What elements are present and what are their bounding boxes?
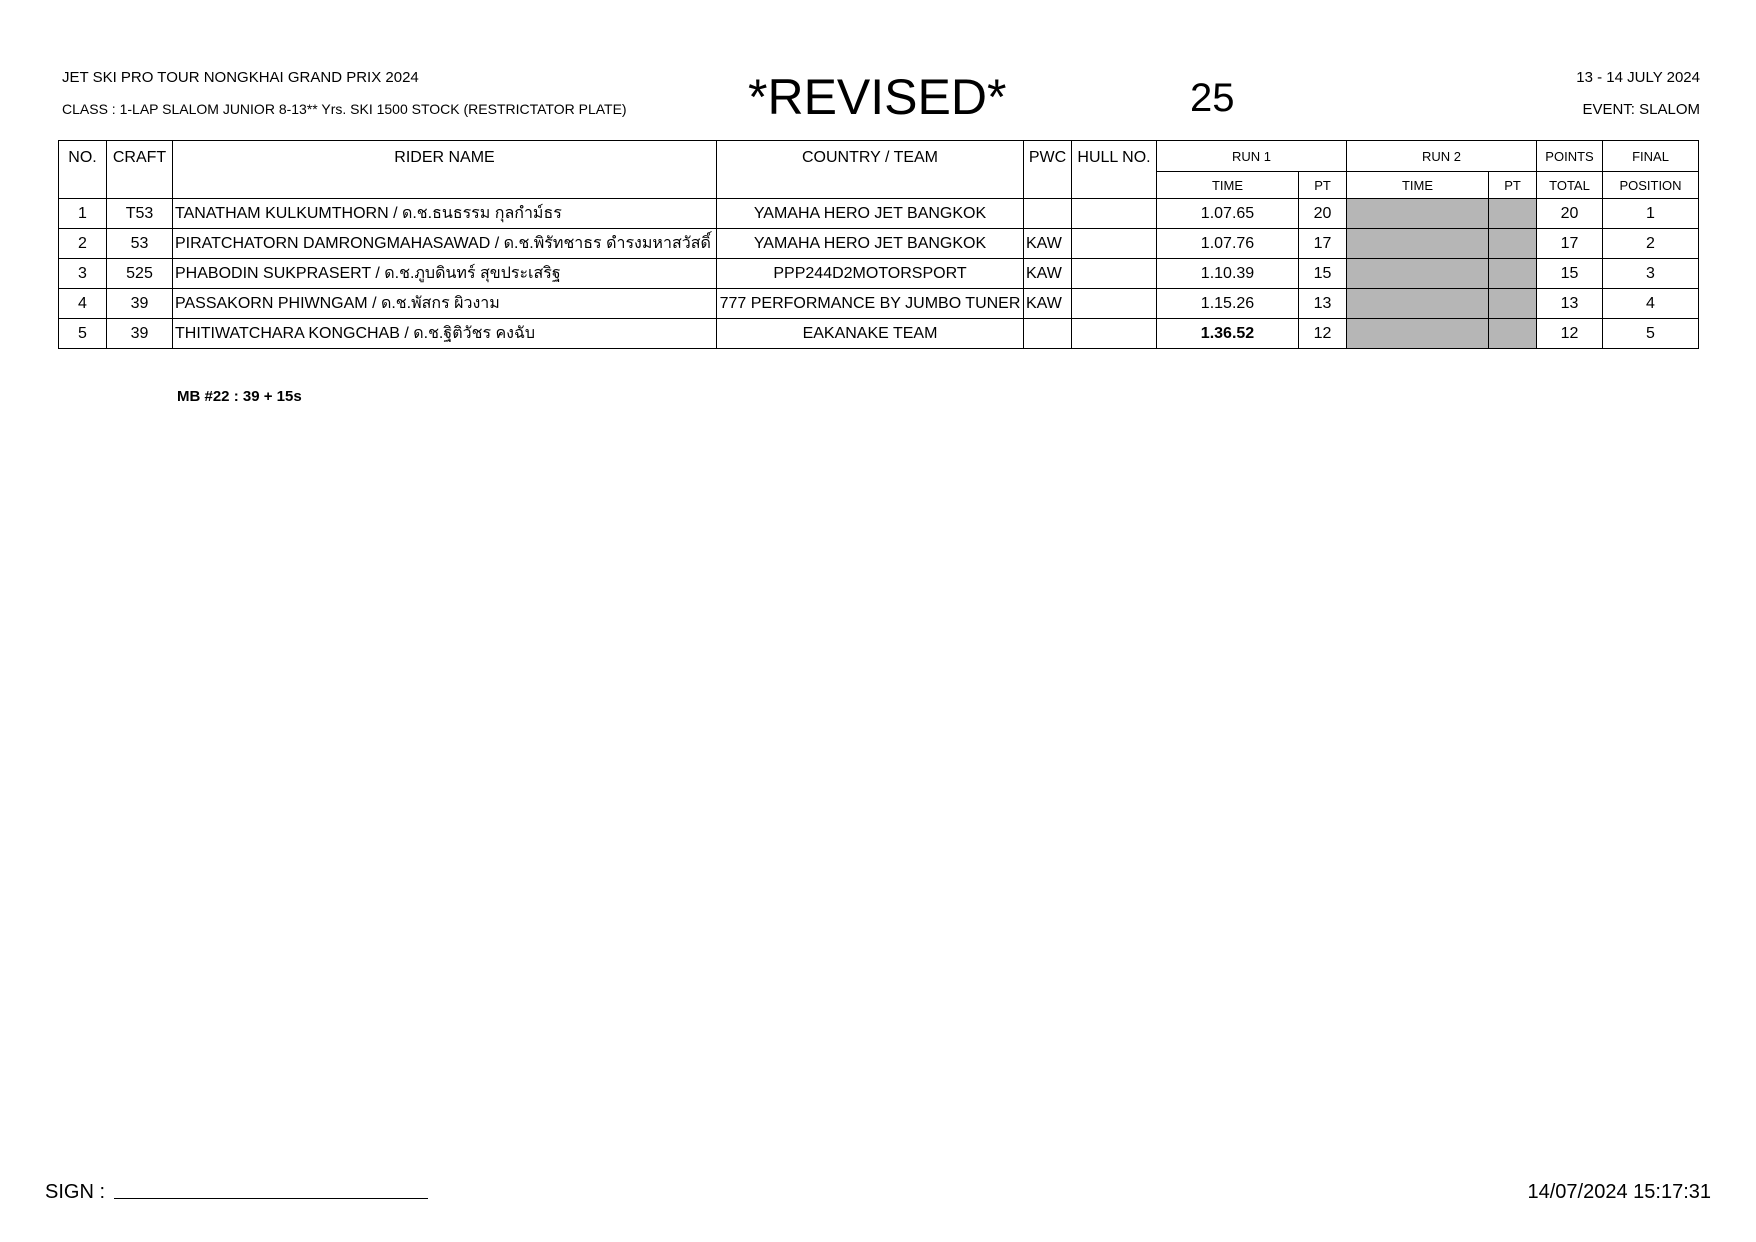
header-craft: CRAFT [107, 141, 173, 199]
cell-rider-name: PIRATCHATORN DAMRONGMAHASAWAD / ด.ช.พิรัทชาธร ดำรงมหาสวัสดิ์ [173, 229, 717, 259]
cell-no: 4 [59, 289, 107, 319]
cell-run2-time [1347, 199, 1489, 229]
table-row [59, 289, 1699, 319]
header-rider-name: RIDER NAME [173, 141, 717, 199]
signature-line [114, 1198, 428, 1199]
print-timestamp: 14/07/2024 15:17:31 [1527, 1181, 1711, 1203]
cell-run2-time [1347, 289, 1489, 319]
cell-run1-time: 1.36.52 [1157, 319, 1299, 349]
header-hull-no: HULL NO. [1072, 141, 1157, 199]
cell-position: 5 [1603, 319, 1699, 349]
cell-run1-time: 1.07.65 [1157, 199, 1299, 229]
header-points: POINTS [1537, 141, 1603, 172]
table-row [59, 229, 1699, 259]
cell-run2-pt [1489, 259, 1537, 289]
cell-position: 3 [1603, 259, 1699, 289]
cell-total: 13 [1537, 289, 1603, 319]
cell-craft: 525 [107, 259, 173, 289]
cell-no: 5 [59, 319, 107, 349]
cell-hull [1072, 259, 1157, 289]
cell-rider-name: THITIWATCHARA KONGCHAB / ด.ช.ฐิติวัชร คงฉับ [173, 319, 717, 349]
cell-team: YAMAHA HERO JET BANGKOK [717, 199, 1024, 229]
header-no: NO. [59, 141, 107, 199]
cell-run1-pt: 13 [1299, 289, 1347, 319]
cell-hull [1072, 289, 1157, 319]
cell-craft: 53 [107, 229, 173, 259]
cell-no: 2 [59, 229, 107, 259]
cell-run2-pt [1489, 199, 1537, 229]
cell-run2-pt [1489, 319, 1537, 349]
header-final: FINAL [1603, 141, 1699, 172]
sign-label: SIGN : [45, 1181, 106, 1203]
cell-pwc: KAW [1024, 289, 1072, 319]
header-run1: RUN 1 [1157, 141, 1347, 172]
cell-position: 1 [1603, 199, 1699, 229]
cell-no: 1 [59, 199, 107, 229]
table-row [59, 319, 1699, 349]
cell-team: YAMAHA HERO JET BANGKOK [717, 229, 1024, 259]
table-row [59, 199, 1699, 229]
cell-rider-name: PHABODIN SUKPRASERT / ด.ช.ภูบดินทร์ สุขประเสริฐ [173, 259, 717, 289]
header-row [59, 141, 1699, 172]
cell-craft: 39 [107, 319, 173, 349]
cell-total: 17 [1537, 229, 1603, 259]
cell-run1-pt: 15 [1299, 259, 1347, 289]
cell-run1-time: 1.15.26 [1157, 289, 1299, 319]
class-name: CLASS : 1-LAP SLALOM JUNIOR 8-13** Yrs. SKI 1500 STOCK (RESTRICTATOR PLATE) [62, 101, 627, 117]
header-country-team: COUNTRY / TEAM [717, 141, 1024, 199]
cell-run1-pt: 20 [1299, 199, 1347, 229]
cell-pwc [1024, 199, 1072, 229]
table-row [59, 259, 1699, 289]
cell-no: 3 [59, 259, 107, 289]
cell-pwc: KAW [1024, 259, 1072, 289]
header-pwc: PWC [1024, 141, 1072, 199]
cell-position: 4 [1603, 289, 1699, 319]
cell-pwc: KAW [1024, 229, 1072, 259]
cell-craft: 39 [107, 289, 173, 319]
subheader-run1-pt: PT [1299, 172, 1347, 199]
cell-total: 15 [1537, 259, 1603, 289]
cell-team: EAKANAKE TEAM [717, 319, 1024, 349]
event-dates: 13 - 14 JULY 2024 [1576, 69, 1700, 86]
cell-team: PPP244D2MOTORSPORT [717, 259, 1024, 289]
cell-run1-time: 1.07.76 [1157, 229, 1299, 259]
cell-craft: T53 [107, 199, 173, 229]
event-name: JET SKI PRO TOUR NONGKHAI GRAND PRIX 2024 [62, 69, 419, 86]
subheader-position: POSITION [1603, 172, 1699, 199]
cell-hull [1072, 229, 1157, 259]
subheader-total: TOTAL [1537, 172, 1603, 199]
cell-team: 777 PERFORMANCE BY JUMBO TUNER [717, 289, 1024, 319]
subheader-run1-time: TIME [1157, 172, 1299, 199]
cell-rider-name: TANATHAM KULKUMTHORN / ด.ช.ธนธรรม กุลกำม์ธร [173, 199, 717, 229]
revised-title: *REVISED* [748, 69, 1007, 125]
cell-run2-time [1347, 319, 1489, 349]
cell-hull [1072, 319, 1157, 349]
cell-rider-name: PASSAKORN PHIWNGAM / ด.ช.พัสกร ผิวงาม [173, 289, 717, 319]
subheader-run2-time: TIME [1347, 172, 1489, 199]
penalty-note: MB #22 : 39 + 15s [177, 388, 302, 405]
cell-position: 2 [1603, 229, 1699, 259]
heat-number: 25 [1190, 76, 1235, 120]
event-type: EVENT: SLALOM [1582, 101, 1700, 118]
header-run2: RUN 2 [1347, 141, 1537, 172]
cell-total: 20 [1537, 199, 1603, 229]
cell-run2-pt [1489, 289, 1537, 319]
cell-run1-pt: 17 [1299, 229, 1347, 259]
subheader-run2-pt: PT [1489, 172, 1537, 199]
cell-run2-time [1347, 259, 1489, 289]
cell-run1-pt: 12 [1299, 319, 1347, 349]
cell-pwc [1024, 319, 1072, 349]
cell-run2-pt [1489, 229, 1537, 259]
cell-hull [1072, 199, 1157, 229]
cell-run2-time [1347, 229, 1489, 259]
cell-total: 12 [1537, 319, 1603, 349]
cell-run1-time: 1.10.39 [1157, 259, 1299, 289]
results-table [58, 140, 1699, 349]
